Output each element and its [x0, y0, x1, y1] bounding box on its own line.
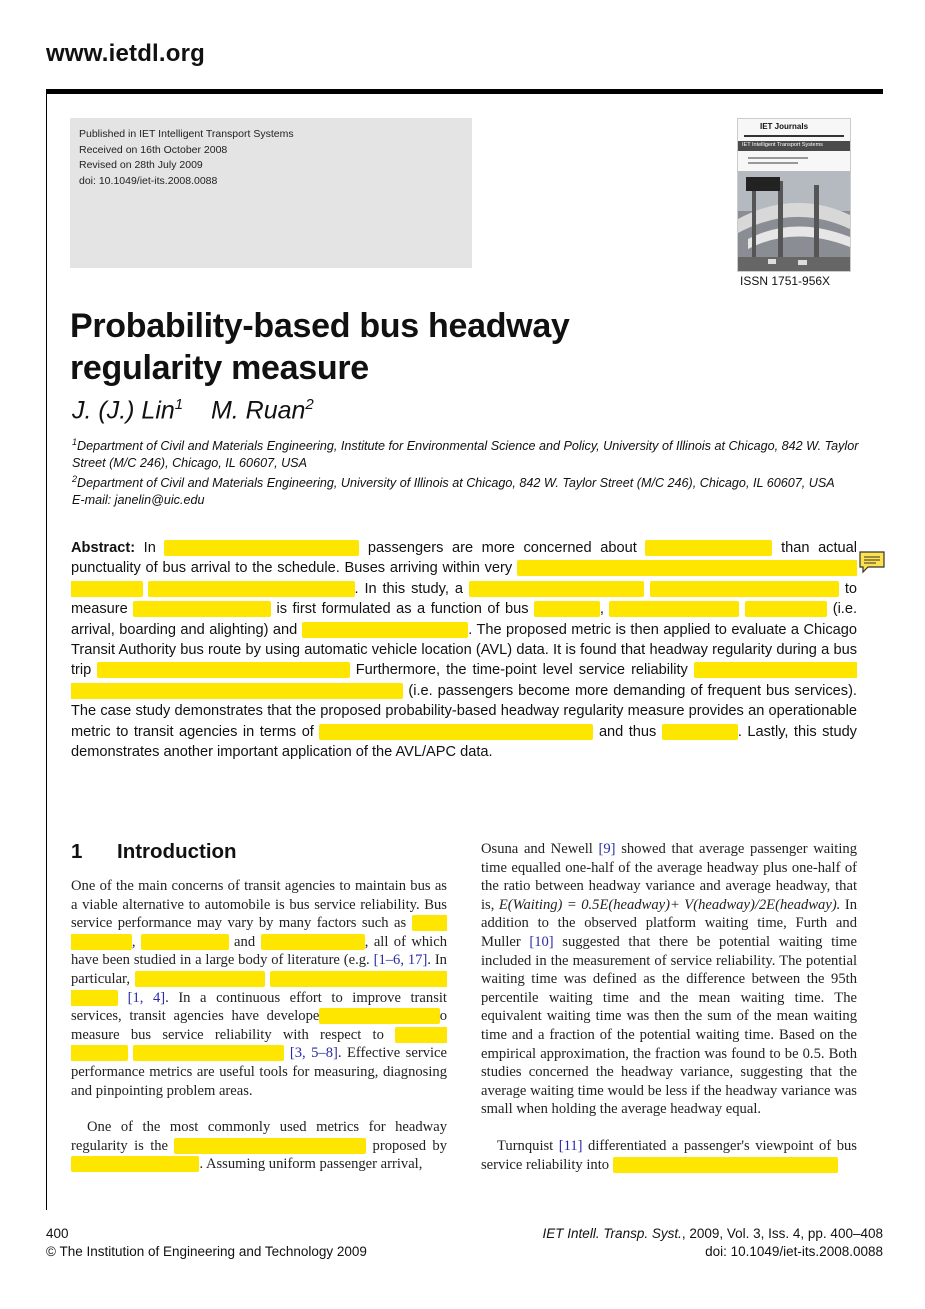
- abstract-text: Furthermore, the time-point level service reliability: [355, 662, 688, 679]
- right-column: [481, 840, 857, 1174]
- title-line: regularity measure: [70, 349, 369, 387]
- abstract-text: (i.e. arrival, boarding and alighting) and: [71, 601, 858, 638]
- affiliation: [72, 434, 872, 471]
- pub-line: Published in IET Intelligent Transport Systems: [79, 128, 294, 140]
- highlight[interactable]: [319, 1008, 439, 1024]
- abstract-text: to measure: [71, 580, 858, 618]
- paragraph: [481, 840, 857, 1119]
- author-name[interactable]: J. (J.) Lin: [72, 396, 175, 425]
- highlight[interactable]: [164, 540, 359, 556]
- affil-mark: 1: [72, 437, 78, 447]
- highlight[interactable]: [148, 581, 354, 597]
- abstract-text: passengers are more concerned about: [367, 540, 637, 556]
- abstract: [71, 538, 857, 762]
- pub-line: Received on 16th October 2008: [79, 143, 228, 156]
- journal-volume: , 2009, Vol. 3, Iss. 4, pp. 400–408: [681, 1226, 883, 1241]
- highlight[interactable]: [135, 971, 264, 987]
- affil-mark: 2: [72, 474, 78, 485]
- highlight[interactable]: [650, 581, 839, 597]
- body-text: suggested that there be potential waiting time included in the measurement of service reliability. The potential waiting time was defined as the difference between the 95th percentile waiting time and the mean waiting time. The equivalent waiting time was then the sum of the mean waiting time and a fraction of the potential waiting time. Based on the empirical approximation, the fraction was found to be 0.5. Both studies concerned the headway variance, suggesting that the average waiting time would be less if the headway variance was small when holding the average headway equal.: [481, 933, 858, 1118]
- highlight[interactable]: [174, 1138, 366, 1154]
- abstract-text: . In this study, a: [354, 580, 463, 597]
- author-name[interactable]: M. Ruan: [210, 396, 306, 425]
- body-text: . In a continuous effort to improve transit services, transit agencies have develope: [71, 989, 447, 1025]
- abstract-text: . Lastly, this study demonstrates another important application of the AVL/APC data.: [71, 723, 857, 761]
- highlight[interactable]: [645, 540, 772, 556]
- journal-cover-image: [737, 118, 851, 272]
- highlight[interactable]: [745, 601, 827, 617]
- paragraph: [71, 1118, 447, 1174]
- citation-link[interactable]: [11]: [558, 1137, 583, 1154]
- abstract-text: is first formulated as a function of bus: [276, 601, 529, 618]
- affiliation-text: Department of Civil and Materials Engineering, Institute for Environmental Science and Policy, University of Illinois at Chicago, 842 W. Taylor Street (M/C 246), Chicago, IL 60607, USA: [72, 439, 859, 470]
- highlight[interactable]: [261, 934, 365, 950]
- pub-line: doi: 10.1049/iet-its.2008.0088: [79, 174, 218, 187]
- body-text: o measure bus service reliability with respect to: [71, 1008, 447, 1043]
- section-number: 1: [71, 840, 83, 863]
- copyright: © The Institution of Engineering and Technology 2009: [46, 1244, 367, 1259]
- page-title: [70, 305, 570, 389]
- abstract-text: . The proposed metric is then applied to evaluate a Chicago Transit Authority bus route by using automatic vehicle location (AVL) data. It is found that headway regularity during a bus trip: [71, 621, 857, 679]
- journal-abbrev: IET Intell. Transp. Syst.: [542, 1226, 682, 1241]
- page-number: 400: [46, 1226, 69, 1241]
- highlight[interactable]: [613, 1157, 838, 1173]
- body-text: and: [234, 933, 256, 950]
- abstract-text: ,: [599, 601, 604, 618]
- abstract-text: and thus: [598, 723, 657, 740]
- cover-journal-title: IET Intelligent Transport Systems: [742, 142, 823, 148]
- highlight[interactable]: [133, 1045, 284, 1061]
- journal-reference: [543, 1226, 883, 1241]
- abstract-text: In: [143, 540, 156, 556]
- formula: E(Waiting) = 0.5E(headway)+ V(headway)/2E(headway).: [498, 896, 841, 913]
- citation-link[interactable]: [3, 5–8]: [289, 1045, 338, 1062]
- section-title: Introduction: [117, 840, 237, 863]
- affiliations: [72, 434, 872, 508]
- site-url[interactable]: www.ietdl.org: [46, 40, 206, 67]
- highlight[interactable]: [133, 601, 271, 617]
- author-affil-mark: 2: [305, 396, 314, 413]
- citation-link[interactable]: [9]: [598, 841, 616, 857]
- body-text: differentiated a passenger's viewpoint of bus service reliability into: [481, 1137, 857, 1173]
- email[interactable]: E-mail: janelin@uic.edu: [72, 492, 205, 507]
- citation-link[interactable]: [1, 4]: [127, 989, 166, 1006]
- author-affil-mark: 1: [174, 396, 184, 413]
- body-text: Osuna and Newell: [481, 841, 593, 857]
- abstract-label: Abstract:: [71, 540, 136, 556]
- body-text: ,: [131, 933, 136, 950]
- body-text: . Effective service performance metrics are useful tools for measuring, diagnosing and pinpointing problem areas.: [71, 1045, 447, 1099]
- top-rule: [46, 89, 883, 94]
- citation-link[interactable]: [1–6, 17]: [373, 952, 428, 969]
- body-text: . In particular,: [71, 952, 447, 987]
- body-text: One of the main concerns of transit agencies to maintain bus as a viable alternative to automobile is bus service reliability. Bus service performance may vary by many factors such as: [71, 878, 447, 932]
- highlight[interactable]: [534, 601, 600, 617]
- highlight[interactable]: [302, 622, 469, 638]
- cover-brand: IET Journals: [760, 122, 809, 131]
- affiliation-text: Department of Civil and Materials Engineering, University of Illinois at Chicago, 842 W. Taylor Street (M/C 246), Chicago, IL 60607, USA: [77, 476, 835, 491]
- highlight[interactable]: [71, 1156, 199, 1172]
- paragraph: [71, 877, 447, 1100]
- publication-info-box: [70, 118, 472, 268]
- doi[interactable]: doi: 10.1049/iet-its.2008.0088: [705, 1244, 883, 1259]
- highlight[interactable]: [609, 601, 739, 617]
- abstract-text: (i.e. passengers become more demanding of frequent bus services). The case study demonstrates that the proposed probability-based headway regularity measure provides an operationable metric to transit agencies in terms of: [71, 682, 857, 740]
- highlight[interactable]: [319, 724, 593, 740]
- highlight[interactable]: [141, 934, 229, 950]
- section-heading: [71, 840, 237, 864]
- body-text: Turnquist: [497, 1137, 554, 1154]
- left-rule: [46, 94, 47, 1210]
- title-line: Probability-based bus headway: [70, 307, 570, 345]
- comment-icon[interactable]: [858, 550, 886, 574]
- paragraph: [481, 1137, 857, 1174]
- pub-line: Revised on 28th July 2009: [79, 159, 203, 171]
- author-list: [72, 396, 314, 425]
- body-text: In addition to the observed platform waiting time, Furth and Muller: [481, 896, 858, 950]
- affiliation: [72, 471, 872, 492]
- abstract-text: than actual punctuality of bus arrival to the schedule. Buses arriving within very: [71, 540, 858, 577]
- body-text: proposed by: [372, 1137, 447, 1154]
- citation-link[interactable]: [10]: [529, 933, 554, 950]
- highlight[interactable]: [662, 724, 738, 740]
- body-text: showed that average passenger waiting time equalled one-half of the average headway plus one-half of the ratio between headway variance and average headway, that is,: [481, 841, 857, 913]
- left-column: [71, 877, 447, 1174]
- highlight[interactable]: [97, 662, 349, 678]
- highlight[interactable]: [469, 581, 644, 597]
- issn: ISSN 1751-956X: [740, 274, 831, 288]
- body-text: . Assuming uniform passenger arrival,: [199, 1156, 423, 1173]
- body-text: One of the most commonly used metrics for headway regularity is the: [71, 1119, 447, 1154]
- body-text: , all of which have been studied in a large body of literature (e.g.: [71, 933, 447, 969]
